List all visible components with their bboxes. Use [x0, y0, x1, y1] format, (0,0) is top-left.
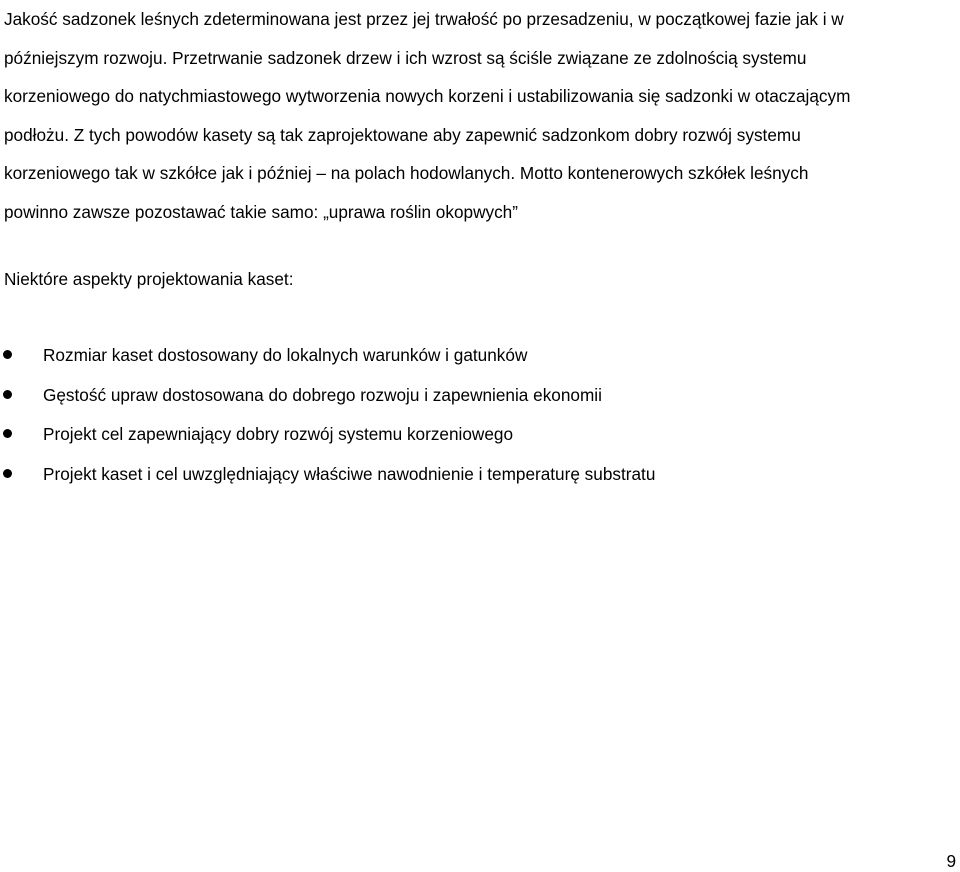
list-item-text: Rozmiar kaset dostosowany do lokalnych warunków i gatunków — [43, 345, 528, 365]
paragraph-line: podłożu. Z tych powodów kasety są tak zaprojektowane aby zapewnić sadzonkom dobry rozwój systemu — [4, 124, 801, 145]
page-number: 9 — [946, 851, 956, 871]
list-item-text: Projekt kaset i cel uwzględniający właściwe nawodnienie i temperaturę substratu — [43, 463, 656, 484]
body-paragraph — [4, 0, 956, 232]
bullet-icon — [3, 429, 12, 438]
list-item-text: Gęstość upraw dostosowana do dobrego rozwoju i zapewnienia ekonomii — [43, 384, 602, 405]
list-heading: Niektóre aspekty projektowania kaset: — [4, 269, 294, 289]
paragraph-line: Jakość sadzonek leśnych zdeterminowana jest przez jej trwałość po przesadzeniu, w początkowej fazie jak i w — [4, 9, 844, 29]
bullet-icon — [3, 350, 12, 359]
paragraph-line: korzeniowego tak w szkółce jak i później – na polach hodowlanych. Motto kontenerowych szkółek leśnych — [4, 163, 809, 184]
paragraph-line: późniejszym rozwoju. Przetrwanie sadzonek drzew i ich wzrost są ściśle związane ze zdolnością systemu — [4, 47, 807, 68]
paragraph-line: powinno zawsze pozostawać takie samo: „uprawa roślin okopwych” — [4, 201, 518, 222]
paragraph-line: korzeniowego do natychmiastowego wytworzenia nowych korzeni i ustabilizowania się sadzonki w otaczającym — [4, 86, 851, 107]
bullet-icon — [3, 469, 12, 478]
bullet-icon — [3, 390, 12, 399]
list-item-text: Projekt cel zapewniający dobry rozwój systemu korzeniowego — [43, 424, 514, 444]
